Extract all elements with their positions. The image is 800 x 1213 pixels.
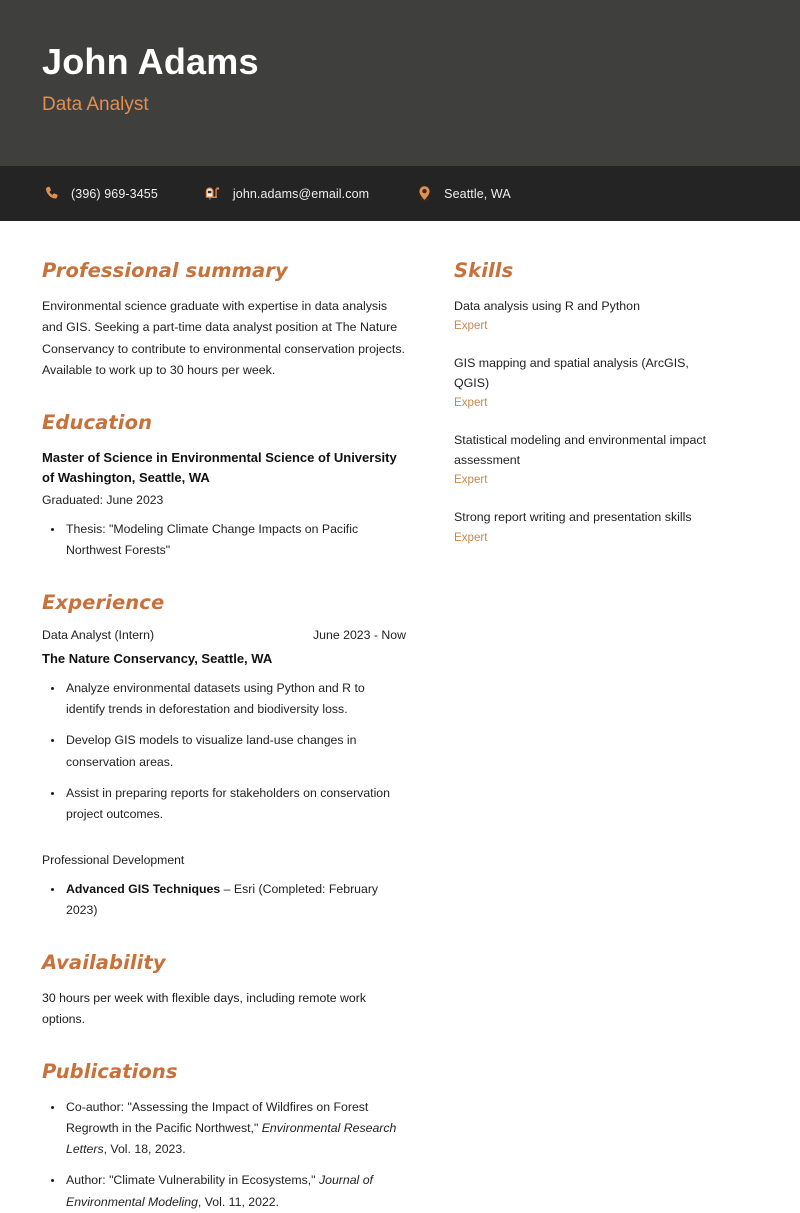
education-graduation-date: Graduated: June 2023 — [42, 492, 164, 507]
experience-role: Data Analyst (Intern) — [42, 628, 155, 643]
section-skills — [454, 259, 712, 544]
professional-summary-text: Environmental science graduate with expertise in data analysis and GIS. Seeking a part-time data analyst position at The Nature Conservancy to contribute to environmental conservation projects. Available to work up to 30 hours per week. — [42, 299, 405, 377]
experience-header-row — [42, 628, 406, 642]
list-item: • Develop GIS models to visualize land-use changes in conservation areas. — [64, 730, 406, 772]
section-title-education: Education — [42, 411, 153, 435]
list-item: • Analyze environmental datasets using Python and R to identify trends in deforestation and biodiversity loss. — [64, 678, 406, 720]
publication-journal: Environmental Research Letters — [66, 1121, 397, 1157]
professional-development-list — [42, 879, 406, 921]
course-detail: – Esri (Completed: February 2023) — [66, 881, 379, 918]
publication-suffix: , Vol. 11, 2022. — [197, 1194, 280, 1209]
education-bullets — [42, 519, 406, 561]
section-title-experience: Experience — [42, 591, 165, 615]
section-publications — [42, 1060, 406, 1213]
right-column — [454, 259, 712, 1213]
skill-item — [454, 430, 712, 486]
section-title-professional-summary: Professional summary — [42, 259, 288, 282]
experience-bullets — [42, 678, 406, 825]
list-item: • Assist in preparing reports for stakeholders on conservation project outcomes. — [64, 783, 406, 825]
contact-bar — [0, 166, 800, 221]
list-item — [64, 1170, 406, 1212]
section-title-publications: Publications — [42, 1060, 178, 1083]
resume-body — [0, 221, 800, 1213]
section-title-availability: Availability — [42, 951, 166, 975]
professional-development-label: Professional Development — [42, 852, 185, 867]
course-name: Advanced GIS Techniques — [66, 881, 221, 896]
section-experience — [42, 591, 406, 921]
section-availability — [42, 951, 406, 1030]
skill-level: Expert — [454, 473, 488, 487]
publication-suffix: , Vol. 18, 2023. — [103, 1142, 186, 1157]
candidate-job-title: Data Analyst — [42, 93, 149, 115]
contact-phone-text: (396) 969-3455 — [71, 186, 158, 201]
skill-name: GIS mapping and spatial analysis (ArcGIS, QGIS) — [454, 356, 689, 391]
skill-level: Expert — [454, 319, 488, 333]
list-item — [64, 1097, 406, 1160]
publications-list — [42, 1097, 406, 1213]
contact-item-phone[interactable] — [42, 184, 158, 204]
skill-level: Expert — [454, 530, 488, 544]
publication-prefix: Co-author: "Assessing the Impact of Wildfires on Forest Regrowth in the Pacific Northwest," — [66, 1100, 369, 1136]
phone-icon — [42, 184, 60, 204]
skill-name: Statistical modeling and environmental impact assessment — [454, 433, 707, 468]
skill-name: Strong report writing and presentation skills — [454, 510, 692, 525]
skill-item — [454, 296, 712, 332]
list-item: • Thesis: "Modeling Climate Change Impacts on Pacific Northwest Forests" — [64, 519, 406, 561]
section-professional-summary — [42, 259, 406, 381]
skill-level: Expert — [454, 396, 488, 410]
experience-dates: June 2023 - Now — [313, 628, 406, 643]
skill-item — [454, 507, 712, 543]
mailbox-icon — [204, 184, 222, 204]
contact-item-email[interactable] — [204, 184, 369, 204]
left-column — [42, 259, 454, 1213]
section-title-skills: Skills — [454, 259, 514, 282]
location-pin-icon — [415, 184, 433, 204]
skill-item — [454, 353, 712, 409]
publication-prefix: Author: "Climate Vulnerability in Ecosystems," — [66, 1173, 319, 1188]
contact-item-location[interactable] — [415, 184, 511, 204]
resume-header — [0, 0, 800, 166]
availability-text: 30 hours per week with flexible days, including remote work options. — [42, 991, 366, 1027]
experience-company: The Nature Conservancy, Seattle, WA — [42, 651, 273, 667]
list-item — [64, 879, 406, 921]
skill-name: Data analysis using R and Python — [454, 299, 640, 313]
contact-email-text: john.adams@email.com — [232, 186, 370, 201]
candidate-name: John Adams — [42, 41, 259, 82]
contact-location-text: Seattle, WA — [444, 186, 511, 201]
education-degree: Master of Science in Environmental Science of University of Washington, Seattle, WA — [42, 450, 397, 486]
section-education — [42, 411, 406, 561]
publication-journal: Journal of Environmental Modeling — [66, 1173, 373, 1209]
